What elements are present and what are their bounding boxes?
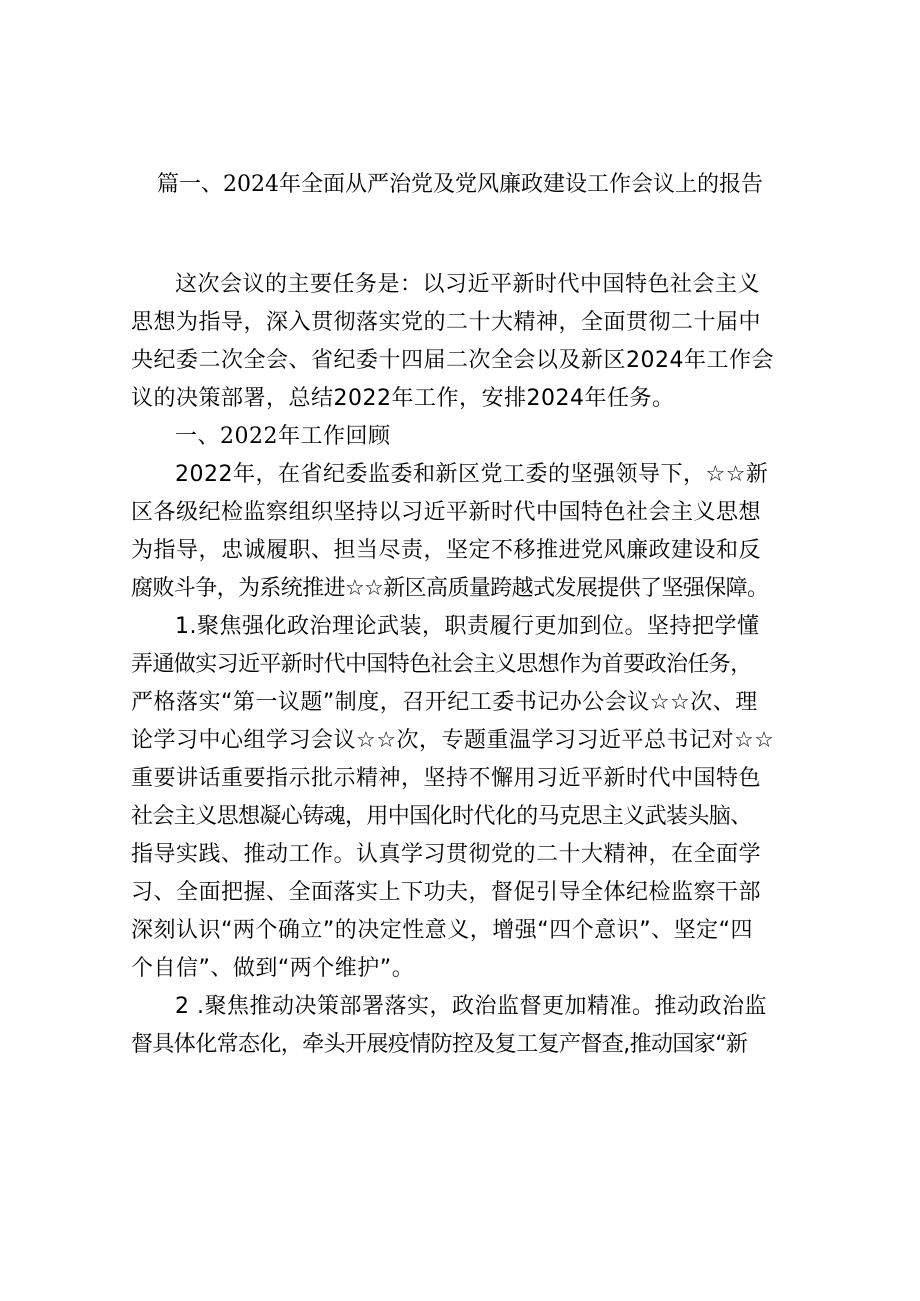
paragraph-line: 1.聚焦强化政治理论武装，职责履行更加到位。坚持把学懂 [175,614,760,639]
document-body [131,266,795,1064]
document-title: 篇一、2024年全面从严治党及党风廉政建设工作会议上的报告 [157,172,763,197]
paragraph-line: 这次会议的主要任务是：以习近平新时代中国特色社会主义 [175,272,761,297]
paragraph-line: 重要讲话重要指示批示精神，坚持不懈用习近平新时代中国特色 [131,766,762,791]
paragraph-line: 议的决策部署，总结2022年工作，安排2024年任务。 [131,386,675,411]
paragraph-line: 督具体化常态化，牵头开展疫情防控及复工复产督查,推动国家“新 [131,1032,748,1057]
paragraph-line: 区各级纪检监察组织坚持以习近平新时代中国特色社会主义思想 [131,500,762,525]
paragraph-line: 个自信”、做到“两个维护”。 [131,956,415,981]
paragraph-line: 严格落实“第一议题”制度，召开纪工委书记办公会议☆☆次、理 [131,690,758,715]
paragraph-line: 弄通做实习近平新时代中国特色社会主义思想作为首要政治任务， [131,652,752,677]
paragraph-line: 思想为指导，深入贯彻落实党的二十大精神，全面贯彻二十届中 [131,310,762,335]
paragraph-line: 指导实践、推动工作。认真学习贯彻党的二十大精神，在全面学 [131,842,762,867]
section-heading: 一、2022年工作回顾 [175,424,391,449]
paragraph-line: 2022年，在省纪委监委和新区党工委的坚强领导下，☆☆新 [175,462,769,487]
paragraph-line: 腐败斗争，为系统推进☆☆新区高质量跨越式发展提供了坚强保障。 [131,576,769,601]
paragraph-line: 深刻认识“两个确立”的决定性意义，增强“四个意识”、坚定“四 [131,918,753,943]
paragraph-line: 习、全面把握、全面落实上下功夫，督促引导全体纪检监察干部 [131,880,762,905]
paragraph-line: 央纪委二次全会、省纪委十四届二次全会以及新区2024年工作会 [131,348,774,373]
paragraph-line: 为指导，忠诚履职、担当尽责，坚定不移推进党风廉政建设和反 [131,538,762,563]
paragraph-line: 2 .聚焦推动决策部署落实，政治监督更加精准。推动政治监 [175,994,767,1019]
paragraph-line: 社会主义思想凝心铸魂，用中国化时代化的马克思主义武装头脑、 [131,804,752,829]
paragraph-line: 论学习中心组学习会议☆☆次，专题重温学习习近平总书记对☆☆ [131,728,775,753]
